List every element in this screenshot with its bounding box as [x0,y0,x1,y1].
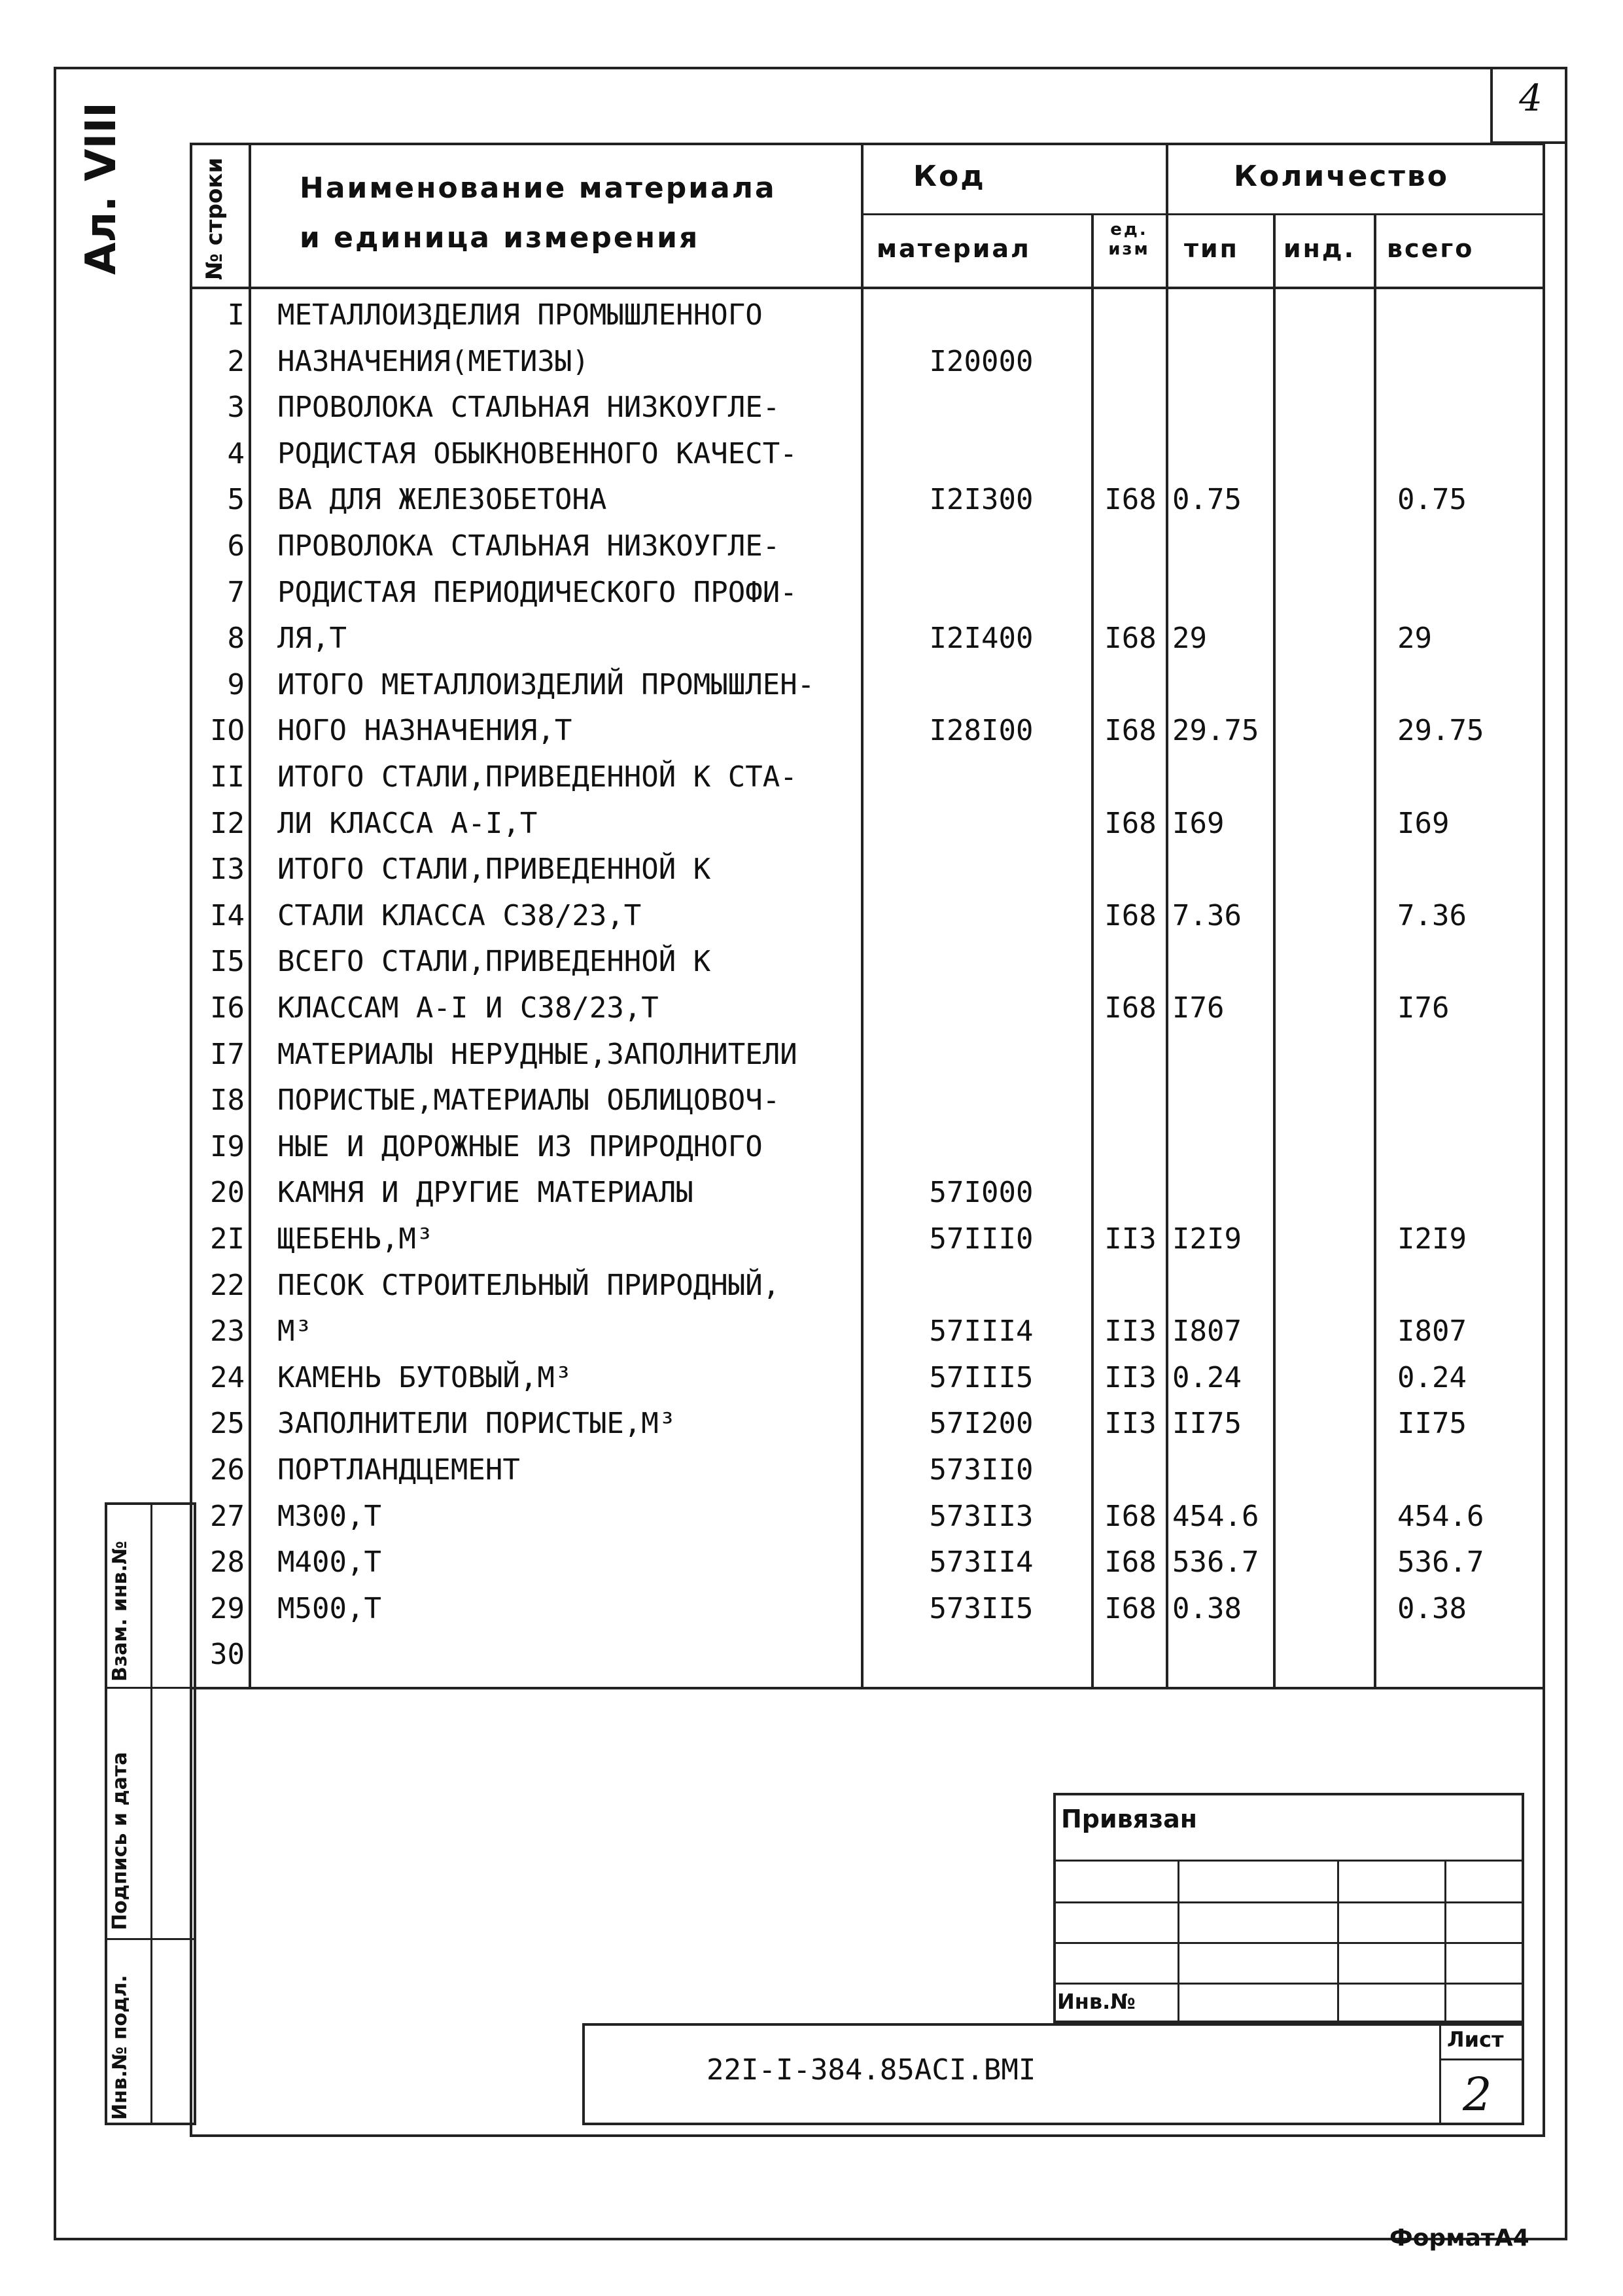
row-name: ВА ДЛЯ ЖЕЛЕЗОБЕТОНА [277,483,607,516]
row-name: ЛИ КЛАССА А-I,Т [277,807,538,840]
row-number: 2 [227,345,245,378]
row-unit: II3 [1104,1222,1157,1256]
side-sign-date: Подпись и дата [109,1752,131,1930]
row-unit: II3 [1104,1407,1157,1440]
row-number: I4 [210,899,245,932]
row-name: ИТОГО СТАЛИ,ПРИВЕДЕННОЙ К СТА- [277,760,797,794]
header-type: тип [1184,234,1239,263]
row-code: I20000 [929,345,1034,378]
row-name: КАМЕНЬ БУТОВЫЙ,М³ [277,1361,572,1394]
row-number: II [210,760,245,794]
row-number: I9 [210,1130,245,1163]
row-type: II75 [1172,1407,1242,1440]
row-type: I76 [1172,991,1225,1025]
row-code: 573II3 [929,1500,1034,1533]
row-name: ПОРИСТЫЕ,МАТЕРИАЛЫ ОБЛИЦОВОЧ- [277,1084,780,1117]
row-total: 29 [1397,622,1432,655]
header-name-line1: Наименование материала [300,171,777,205]
row-code: 57III0 [929,1222,1034,1256]
row-total: 0.38 [1397,1592,1467,1625]
row-number: 20 [210,1176,245,1209]
row-code: 57III5 [929,1361,1034,1394]
row-total: 29.75 [1397,714,1484,747]
row-type: 0.75 [1172,483,1242,516]
row-number: I2 [210,807,245,840]
row-unit: I68 [1104,991,1157,1025]
row-name: М500,Т [277,1592,381,1625]
row-code: 573II4 [929,1545,1034,1579]
row-name: РОДИСТАЯ ОБЫКНОВЕННОГО КАЧЕСТ- [277,437,797,470]
row-type: I2I9 [1172,1222,1242,1256]
row-total: I76 [1397,991,1450,1025]
row-number: 8 [227,622,245,655]
row-number: 27 [210,1500,245,1533]
row-type: 29.75 [1172,714,1259,747]
row-code: I28I00 [929,714,1034,747]
row-code: I2I300 [929,483,1034,516]
header-name-line2: и единица измерения [300,221,700,255]
side-inv-orig: Инв.№ подл. [109,1975,131,2120]
row-type: 536.7 [1172,1545,1259,1579]
header-row-no: № строки [201,157,228,280]
row-total: 0.24 [1397,1361,1467,1394]
row-total: II75 [1397,1407,1467,1440]
row-code: 57I000 [929,1176,1034,1209]
row-total: I807 [1397,1315,1467,1348]
inv-no-label: Инв.№ [1057,1989,1136,2014]
row-code: 573II5 [929,1592,1034,1625]
row-name: РОДИСТАЯ ПЕРИОДИЧЕСКОГО ПРОФИ- [277,576,797,609]
row-number: 26 [210,1453,245,1487]
row-unit: I68 [1104,1592,1157,1625]
row-name: ВСЕГО СТАЛИ,ПРИВЕДЕННОЙ К [277,945,711,978]
row-number: I6 [210,991,245,1025]
row-total: 0.75 [1397,483,1467,516]
row-name: ЛЯ,Т [277,622,347,655]
row-name: ПРОВОЛОКА СТАЛЬНАЯ НИЗКОУГЛЕ- [277,391,780,424]
row-name: МЕТАЛЛОИЗДЕЛИЯ ПРОМЫШЛЕННОГО [277,298,763,332]
sheet-label: Лист [1447,2027,1504,2052]
row-name: НАЗНАЧЕНИЯ(МЕТИЗЫ) [277,345,589,378]
row-name: КАМНЯ И ДРУГИЕ МАТЕРИАЛЫ [277,1176,693,1209]
header-code: Код [913,160,986,193]
row-name: МАТЕРИАЛЫ НЕРУДНЫЕ,ЗАПОЛНИТЕЛИ [277,1038,797,1071]
row-type: I69 [1172,807,1225,840]
row-name: НОГО НАЗНАЧЕНИЯ,Т [277,714,572,747]
header-quantity: Количество [1234,160,1449,193]
designation: 22I-I-384.85АСI.ВМI [707,2053,1036,2087]
row-number: 3 [227,391,245,424]
format-label: ФорматА4 [1389,2225,1529,2252]
row-number: I8 [210,1084,245,1117]
row-name: СТАЛИ КЛАССА С38/23,Т [277,899,642,932]
row-name: КЛАССАМ А-I И С38/23,Т [277,991,659,1025]
row-number: 28 [210,1545,245,1579]
header-material: материал [877,234,1031,263]
row-number: IO [210,714,245,747]
row-code: 573II0 [929,1453,1034,1487]
row-name: ПОРТЛАНДЦЕМЕНТ [277,1453,520,1487]
row-number: 2I [210,1222,245,1256]
row-total: I69 [1397,807,1450,840]
row-unit: II3 [1104,1361,1157,1394]
row-unit: I68 [1104,1500,1157,1533]
row-type: I807 [1172,1315,1242,1348]
row-name: М³ [277,1315,312,1348]
row-number: 22 [210,1269,245,1302]
row-type: 29 [1172,622,1207,655]
row-name: М300,Т [277,1500,381,1533]
row-total: 536.7 [1397,1545,1484,1579]
row-number: I7 [210,1038,245,1071]
row-number: 29 [210,1592,245,1625]
row-code: I2I400 [929,622,1034,655]
row-unit: I68 [1104,1545,1157,1579]
row-name: ПЕСОК СТРОИТЕЛЬНЫЙ ПРИРОДНЫЙ, [277,1269,780,1302]
row-number: I5 [210,945,245,978]
row-unit: I68 [1104,622,1157,655]
row-name: НЫЕ И ДОРОЖНЫЕ ИЗ ПРИРОДНОГО [277,1130,763,1163]
row-number: 24 [210,1361,245,1394]
row-number: 30 [210,1638,245,1671]
header-total: всего [1387,234,1475,263]
row-type: 454.6 [1172,1500,1259,1533]
side-replace-inv: Взам. инв.№ [109,1540,131,1682]
row-number: 25 [210,1407,245,1440]
row-type: 0.24 [1172,1361,1242,1394]
row-number: 7 [227,576,245,609]
sheet-number: 2 [1463,2068,1492,2121]
row-number: 9 [227,668,245,701]
header-ind: инд. [1283,234,1356,263]
row-name: ИТОГО МЕТАЛЛОИЗДЕЛИЙ ПРОМЫШЛЕН- [277,668,815,701]
row-unit: II3 [1104,1315,1157,1348]
row-unit: I68 [1104,899,1157,932]
row-total: I2I9 [1397,1222,1467,1256]
row-type: 0.38 [1172,1592,1242,1625]
row-unit: I68 [1104,714,1157,747]
row-number: I [227,298,245,332]
row-number: 6 [227,529,245,563]
album-label: Ал. VIII [77,102,126,275]
row-total: 7.36 [1397,899,1467,932]
row-code: 57III4 [929,1315,1034,1348]
row-type: 7.36 [1172,899,1242,932]
page-number: 4 [1519,77,1543,120]
row-number: 23 [210,1315,245,1348]
row-unit: I68 [1104,807,1157,840]
row-total: 454.6 [1397,1500,1484,1533]
row-number: 5 [227,483,245,516]
row-name: ИТОГО СТАЛИ,ПРИВЕДЕННОЙ К [277,853,711,886]
bound-label: Привязан [1061,1805,1198,1833]
row-name: ПРОВОЛОКА СТАЛЬНАЯ НИЗКОУГЛЕ- [277,529,780,563]
row-name: ЗАПОЛНИТЕЛИ ПОРИСТЫЕ,М³ [277,1407,676,1440]
row-code: 57I200 [929,1407,1034,1440]
row-name: ЩЕБЕНЬ,М³ [277,1222,434,1256]
row-name: М400,Т [277,1545,381,1579]
header-unit: ед. изм [1108,220,1150,259]
row-number: I3 [210,853,245,886]
row-unit: I68 [1104,483,1157,516]
row-number: 4 [227,437,245,470]
